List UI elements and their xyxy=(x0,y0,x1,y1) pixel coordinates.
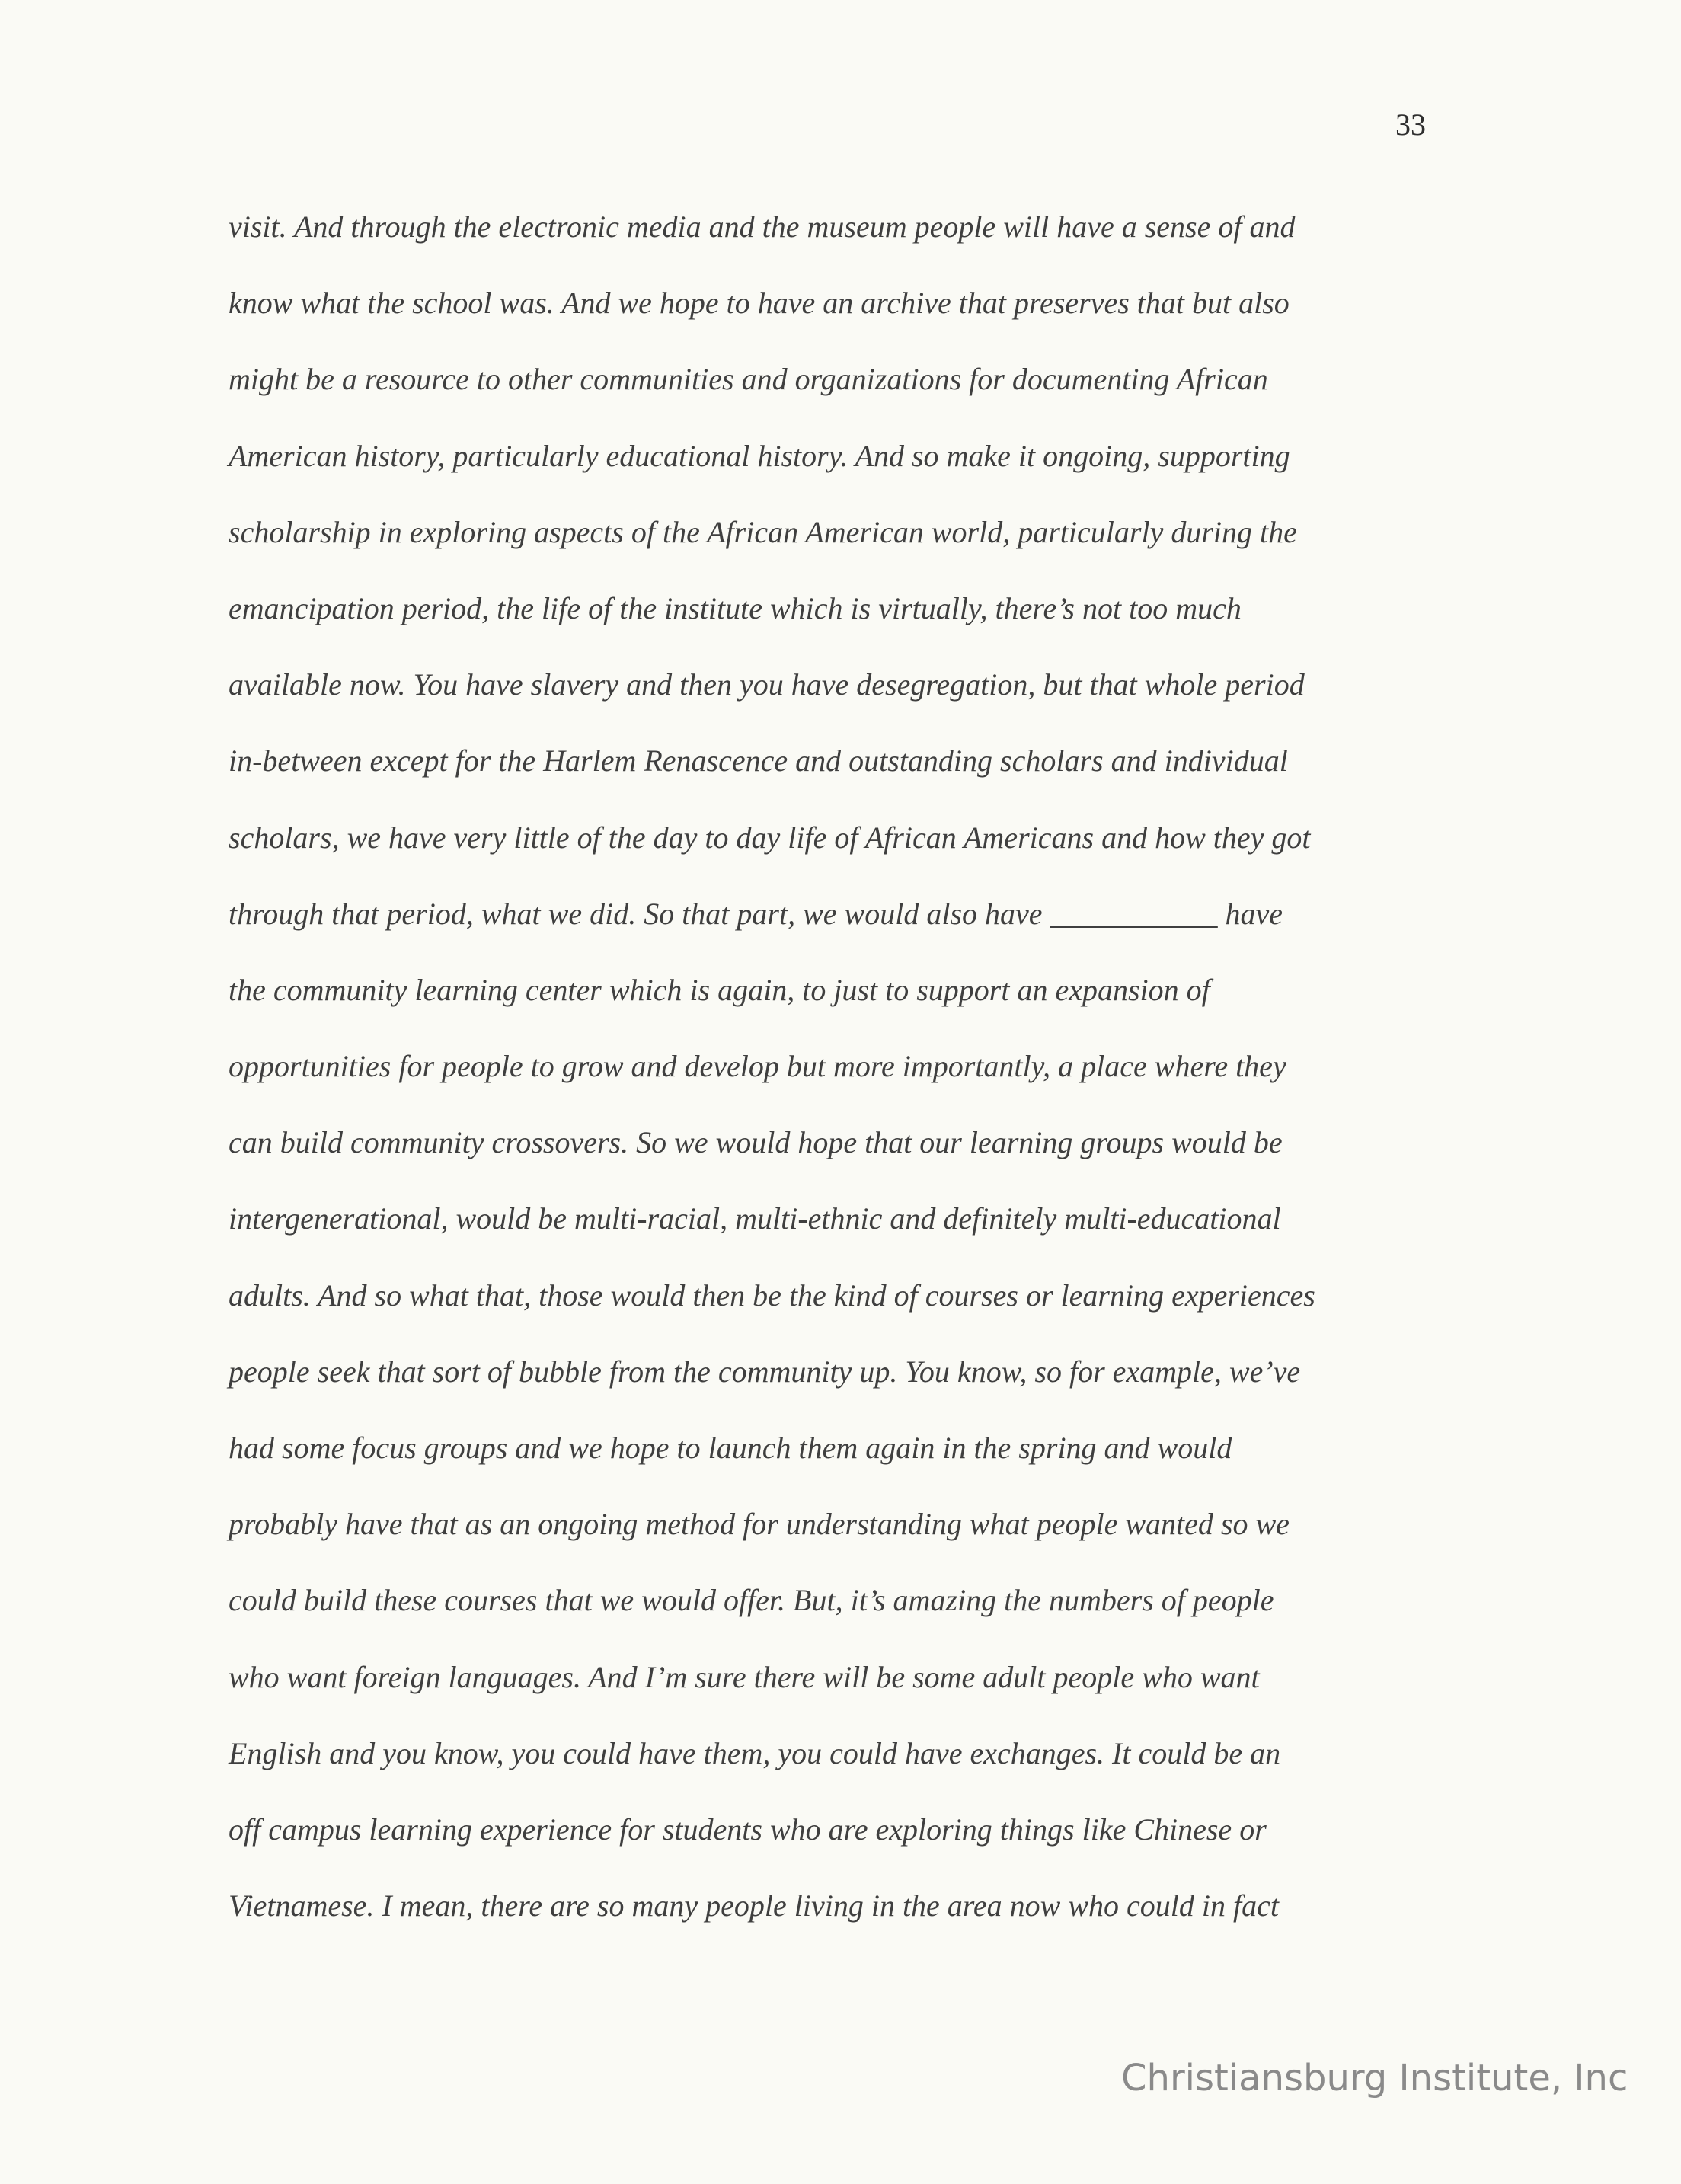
text-line: could build these courses that we would offer. But, it’s amazing the numbers of people xyxy=(229,1583,1274,1618)
text-line: visit. And through the electronic media and the museum people will have a sense of and xyxy=(229,209,1296,244)
text-line: American history, particularly educational history. And so make it ongoing, supporting xyxy=(229,438,1290,473)
text-line: English and you know, you could have them, you could have exchanges. It could be an xyxy=(229,1735,1281,1770)
text-line: know what the school was. And we hope to have an archive that preserves that but also xyxy=(229,286,1290,321)
text-line: can build community crossovers. So we would hope that our learning groups would be xyxy=(229,1125,1283,1160)
text-line: emancipation period, the life of the institute which is virtually, there’s not too much xyxy=(229,590,1242,625)
text-line: in-between except for the Harlem Renascence and outstanding scholars and individual xyxy=(229,743,1288,779)
text-line: available now. You have slavery and then you have desegregation, but that whole period xyxy=(229,667,1305,702)
page-number: 33 xyxy=(1395,107,1426,142)
text-line: opportunities for people to grow and develop but more importantly, a place where they xyxy=(229,1049,1286,1084)
text-line: Vietnamese. I mean, there are so many people living in the area now who could in fact xyxy=(229,1888,1279,1923)
text-line: might be a resource to other communities and organizations for documenting African xyxy=(229,362,1268,397)
text-line: had some focus groups and we hope to launch them again in the spring and would xyxy=(229,1431,1232,1465)
text-line: the community learning center which is again, to just to support an expansion of xyxy=(229,972,1210,1007)
text-line: scholarship in exploring aspects of the African American world, particularly during the xyxy=(229,514,1297,549)
text-line: people seek that sort of bubble from the community up. You know, so for example, we’ve xyxy=(229,1354,1301,1389)
text-line: intergenerational, would be multi-racial, multi-ethnic and definitely multi-educational xyxy=(229,1201,1281,1236)
text-line: off campus learning experience for students who are exploring things like Chinese or xyxy=(229,1811,1267,1847)
watermark-caption: Christiansburg Institute, Inc xyxy=(1121,2057,1628,2099)
transcript-body xyxy=(229,206,1447,1961)
text-line: probably have that as an ongoing method for understanding what people wanted so we xyxy=(229,1507,1290,1542)
text-line: through that period, what we did. So that part, we would also have ___________ have xyxy=(229,896,1283,931)
text-line: who want foreign languages. And I’m sure there will be some adult people who want xyxy=(229,1659,1260,1694)
text-line: adults. And so what that, those would then be the kind of courses or learning experiences xyxy=(229,1277,1315,1313)
text-line: scholars, we have very little of the day to day life of African Americans and how they got xyxy=(229,820,1311,855)
